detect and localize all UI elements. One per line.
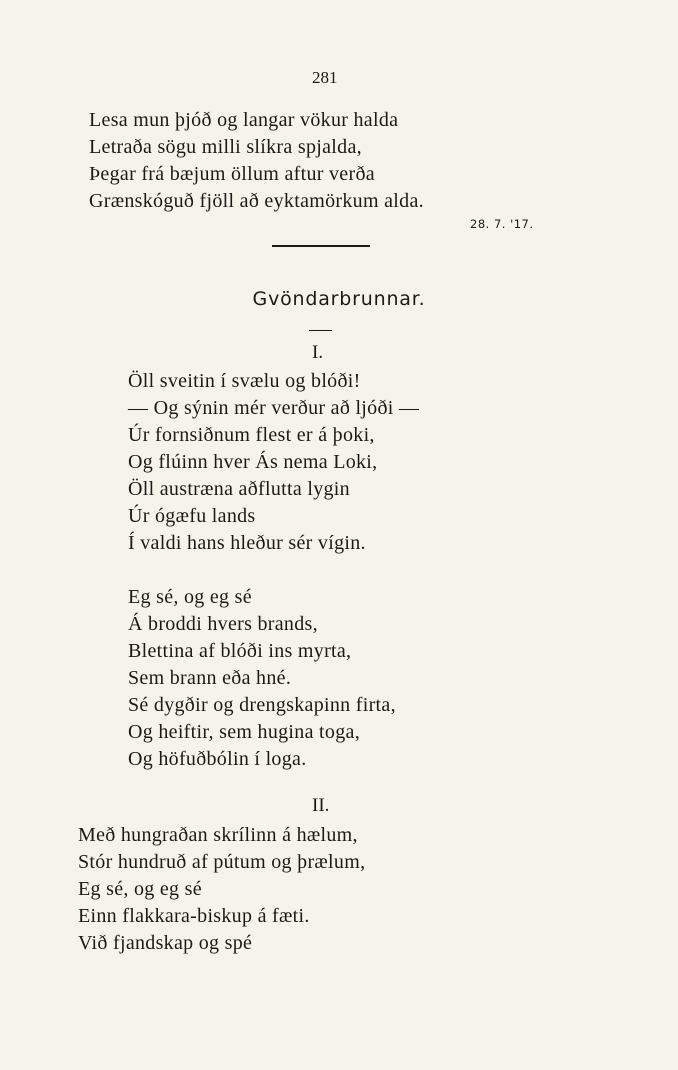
- poem-line: Með hungraðan skrílinn á hælum,: [78, 824, 358, 846]
- poem-line: Eg sé, og eg sé: [78, 878, 202, 900]
- poem-line: Á broddi hvers brands,: [128, 613, 318, 635]
- poem-line: Og höfuðbólin í loga.: [128, 748, 307, 770]
- poem-date: 28. 7. '17.: [470, 217, 534, 231]
- poem-line: Blettina af blóði ins myrta,: [128, 640, 352, 662]
- poem-line: Sem brann eða hné.: [128, 667, 292, 689]
- poem-line: Úr fornsiðnum flest er á þoki,: [128, 424, 375, 446]
- poem-line: — Og sýnin mér verður að ljóði —: [128, 397, 420, 419]
- poem-line: Eg sé, og eg sé: [128, 586, 252, 608]
- poem-line: Öll austræna aðflutta lygin: [128, 478, 350, 500]
- poem-title: Gvöndarbrunnar.: [252, 288, 426, 310]
- poem-line: Stór hundruð af pútum og þrælum,: [78, 851, 366, 873]
- poem-line: Öll sveitin í svælu og blóði!: [128, 370, 361, 392]
- section-divider: [272, 245, 370, 247]
- poem-line: Einn flakkara-biskup á fæti.: [78, 905, 310, 927]
- poem-line: Úr ógæfu lands: [128, 505, 256, 527]
- section-number: II.: [312, 795, 330, 816]
- poem-line: Letraða sögu milli slíkra spjalda,: [89, 136, 362, 158]
- poem-line: Og flúinn hver Ás nema Loki,: [128, 451, 378, 473]
- poem-line: Og heiftir, sem hugina toga,: [128, 721, 360, 743]
- section-number: I.: [312, 342, 324, 363]
- poem-line: Grænskóguð fjöll að eyktamörkum alda.: [89, 190, 424, 212]
- poem-line: Lesa mun þjóð og langar vökur halda: [89, 109, 399, 131]
- poem-line: Þegar frá bæjum öllum aftur verða: [89, 163, 375, 185]
- poem-line: Sé dygðir og drengskapinn firta,: [128, 694, 396, 716]
- poem-line: Í valdi hans hleður sér vígin.: [128, 532, 366, 554]
- title-rule: [309, 330, 332, 331]
- poem-line: Við fjandskap og spé: [78, 932, 253, 954]
- page-number: 281: [312, 68, 338, 87]
